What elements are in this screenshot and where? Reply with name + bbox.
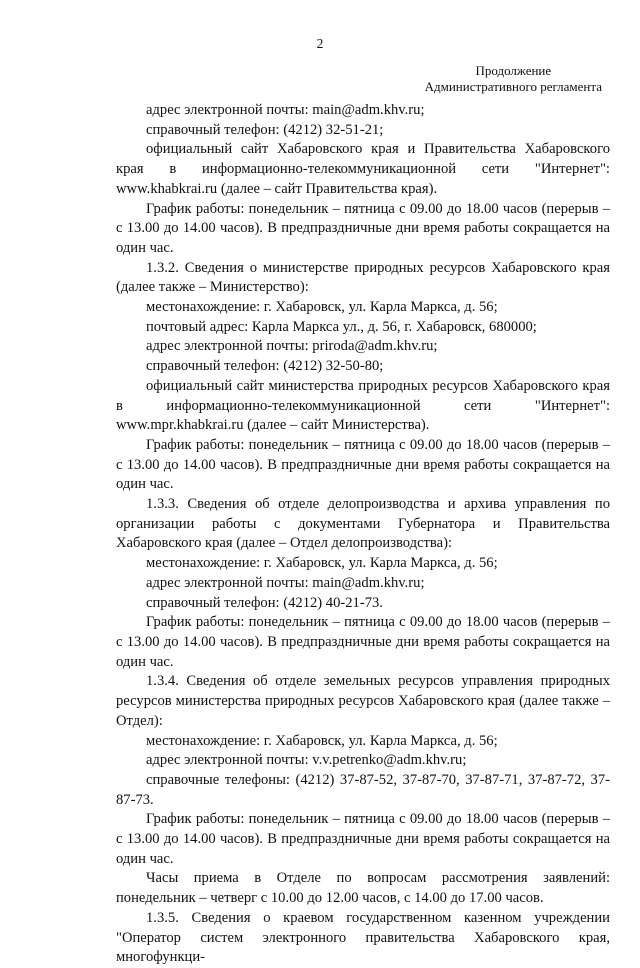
paragraph-schedule: График работы: понедельник – пятница с 09.00 до 18.00 часов (перерыв – с 13.00 до 14.00 часов). В предпраздничные дни время работы сокращается на один час. — [116, 436, 610, 493]
paragraph-postal-address: почтовый адрес: Карла Маркса ул., д. 56, г. Хабаровск, 680000; — [146, 318, 537, 335]
paragraph-website: официальный сайт министерства природных ресурсов Хабаровского края в информационно-телекоммуникационной сети "Интернет": www.mpr.khabkrai.ru (далее – сайт Министерства). — [116, 377, 610, 434]
paragraph-email: адрес электронной почты: main@adm.khv.ru; — [146, 102, 425, 118]
section-heading-1-3-2: 1.3.2. Сведения о министерстве природных ресурсов Хабаровского края (далее также – Министерство): — [116, 259, 610, 296]
section-heading-1-3-5: 1.3.5. Сведения о краевом государственном казенном учреждении "Оператор систем электронного правительства Хабаровского края, многофункци- — [116, 909, 610, 966]
paragraph-email: адрес электронной почты: main@adm.khv.ru; — [146, 574, 425, 591]
section-heading-1-3-4: 1.3.4. Сведения об отделе земельных ресурсов управления природных ресурсов министерства природных ресурсов Хабаровского края (далее также – Отдел): — [116, 673, 610, 729]
paragraph-phones: справочные телефоны: (4212) 37-87-52, 37-87-70, 37-87-71, 37-87-72, 37-87-73. — [116, 771, 610, 808]
paragraph-phone: справочный телефон: (4212) 40-21-73. — [146, 594, 383, 611]
paragraph-email: адрес электронной почты: v.v.petrenko@adm.khv.ru; — [146, 752, 467, 769]
section-heading-1-3-3: 1.3.3. Сведения об отделе делопроизводства и архива управления по организации работы с документами Губернатора и Правительства Хабаровского края (далее – Отдел делопроизводства): — [116, 496, 610, 552]
paragraph-location: местонахождение: г. Хабаровск, ул. Карла Маркса, д. 56; — [146, 732, 498, 749]
running-head-line-1: Продолжение — [475, 63, 552, 78]
paragraph-schedule: График работы: понедельник – пятница с 09.00 до 18.00 часов (перерыв – с 13.00 до 14.00 часов). В предпраздничные дни время работы сокращается на один час. — [116, 614, 610, 670]
paragraph-schedule: График работы: понедельник – пятница с 09.00 до 18.00 часов (перерыв – с 13.00 до 14.00 часов). В предпраздничные дни время работы сокращается на один час. — [116, 811, 610, 867]
paragraph-phone: справочный телефон: (4212) 32-51-21; — [146, 121, 384, 138]
paragraph-website: официальный сайт Хабаровского края и Правительства Хабаровского края в информационно-телекоммуникационной сети "Интернет": www.khabkrai.ru (далее – сайт Правительства края). — [116, 141, 610, 197]
running-head — [425, 63, 602, 95]
paragraph-phone: справочный телефон: (4212) 32-50-80; — [146, 358, 384, 375]
paragraph-location: местонахождение: г. Хабаровск, ул. Карла Маркса, д. 56; — [146, 299, 498, 316]
paragraph-reception-hours: Часы приема в Отделе по вопросам рассмотрения заявлений: понедельник – четверг с 10.00 до 12.00 часов, с 14.00 до 17.00 часов. — [116, 870, 610, 907]
paragraph-location: местонахождение: г. Хабаровск, ул. Карла Маркса, д. 56; — [146, 555, 498, 572]
document-body — [116, 101, 610, 968]
paragraph-email: адрес электронной почты: priroda@adm.khv.ru; — [146, 338, 438, 355]
paragraph-schedule: График работы: понедельник – пятница с 09.00 до 18.00 часов (перерыв – с 13.00 до 14.00 часов). В предпраздничные дни время работы сокращается на один час. — [116, 200, 610, 256]
page-number: 2 — [316, 36, 324, 51]
running-head-line-2: Административного регламента — [424, 79, 602, 94]
